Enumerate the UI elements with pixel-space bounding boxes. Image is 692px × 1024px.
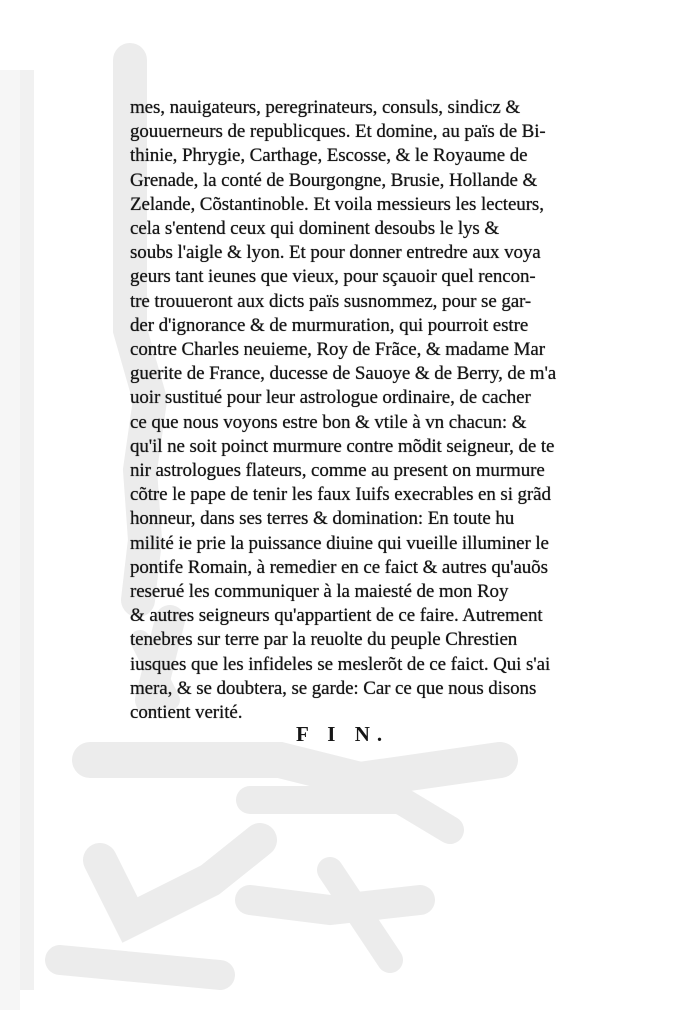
text-line: tenebres sur terre par la reuolte du peuple Chrestien [130,629,518,651]
body-text [130,96,570,725]
closing-fin: F I N. [296,722,390,746]
text-line: uoir sustitué pour leur astrologue ordinaire, de cacher [130,387,531,409]
text-line: tre trouueront aux dicts païs susnommez, pour se gar- [130,290,532,312]
text-line: soubs l'aigle & lyon. Et pour donner entredre aux voya [130,242,541,264]
text-line: mera, & se doubtera, se garde: Car ce que nous disons [130,677,537,699]
text-line: nir astrologues flateurs, comme au present on murmure [130,460,545,482]
text-line: iusques que les infideles se meslerõt de ce faict. Qui s'ai [130,653,551,675]
text-line: Zelande, Cõstantinoble. Et voila messieurs les lecteurs, [130,193,544,215]
text-line: Grenade, la conté de Bourgongne, Brusie, Hollande & [130,169,538,191]
text-line: geurs tant ieunes que vieux, pour sçauoir quel rencon- [130,266,536,288]
text-line: thinie, Phrygie, Carthage, Escosse, & le Royaume de [130,145,528,167]
text-line: qu'il ne soit poinct murmure contre mõdit seigneur, de te [130,435,555,457]
text-line: pontife Romain, à remedier en ce faict & autres qu'auõs [130,556,548,578]
text-line: ce que nous voyons estre bon & vtile à vn chacun: & [130,411,527,433]
text-line: mes, nauigateurs, peregrinateurs, consuls, sindicz & [130,97,520,118]
text-line: gouuerneurs de republicques. Et domine, au païs de Bi- [130,121,546,143]
text-line: & autres seigneurs qu'appartient de ce faire. Autrement [130,605,543,627]
text-line: contre Charles neuieme, Roy de Frãce, & madame Mar [130,339,545,361]
text-line: contient verité. [130,702,243,724]
text-line: cela s'entend ceux qui dominent desoubs le lys & [130,218,500,240]
text-line: reserué les communiquer à la maiesté de mon Roy [130,581,509,603]
text-line: guerite de France, ducesse de Sauoye & de Berry, de m'a [130,363,557,385]
text-line: honneur, dans ses terres & domination: En toute hu [130,508,515,530]
text-line: cõtre le pape de tenir les faux Iuifs execrables en si grãd [130,484,551,506]
text-line: der d'ignorance & de murmuration, qui pourroit estre [130,314,529,336]
text-line: milité ie prie la puissance diuine qui vueille illuminer le [130,532,549,554]
